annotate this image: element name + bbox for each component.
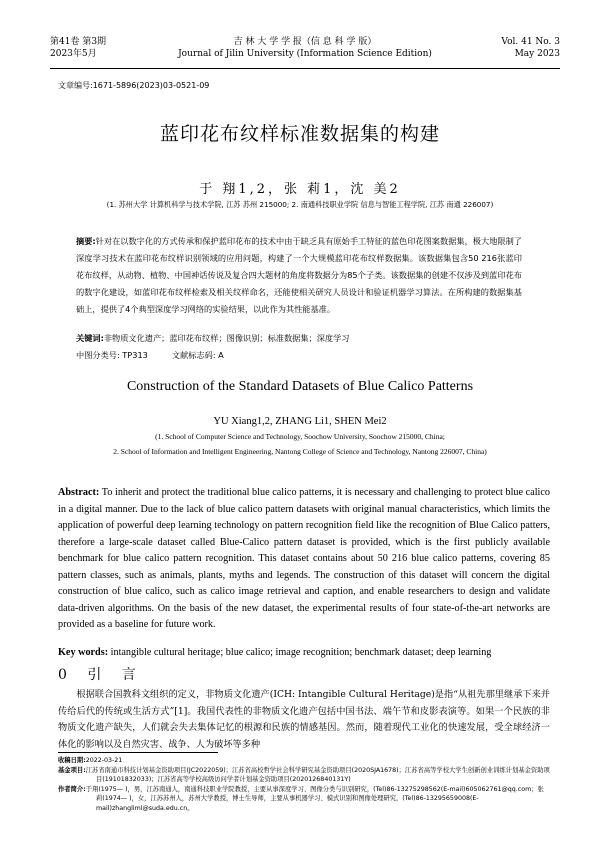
header-right bbox=[501, 36, 560, 60]
abstract-cn bbox=[76, 233, 522, 318]
header-rule bbox=[50, 68, 560, 69]
keywords-cn bbox=[76, 333, 349, 344]
abstract-cn-label: 摘要: bbox=[76, 236, 96, 246]
keywords-cn-text: 非物质文化遗产；蓝印花布纹样；图像识别；标准数据集；深度学习 bbox=[103, 333, 350, 343]
footnote-rule bbox=[58, 752, 218, 753]
classification-cn bbox=[76, 350, 224, 361]
authors-en: YU Xiang1,2, ZHANG Li1, SHEN Mei2 bbox=[213, 416, 387, 427]
footnotes bbox=[58, 756, 550, 814]
section-heading: 0 引 言 bbox=[58, 667, 144, 683]
volume-en: Vol. 41 No. 3 bbox=[501, 37, 560, 47]
keywords-en bbox=[58, 646, 550, 660]
title-cn: 蓝印花布纹样标准数据集的构建 bbox=[159, 123, 440, 145]
running-header bbox=[50, 36, 560, 66]
authors-cn: 于 翔1,2，张 莉1，沈 美2 bbox=[199, 182, 401, 197]
footnote-authors: 作者简介:于翔(1975— )，男，江苏南通人，南通科技职业学院教授，主要从事深度学习、图像分类与识别研究，(Tel)86-13275298562(E-mail)605062761@qq.com；张莉(1974— )，女，江苏苏州人，苏州大学教授，博士生导师，主要从事机器学习、模式识别和图像处理研究，(Tel)86-13295659008(E-mail)zhangliml@suda.edu.cn。 bbox=[58, 785, 544, 812]
clc-number: 中图分类号: TP313 bbox=[76, 350, 148, 360]
affiliation-cn: (1. 苏州大学 计算机科学与技术学院, 江苏 苏州 215000; 2. 南通科技职业学院 信息与智能工程学院, 江苏 南通 226007) bbox=[106, 200, 494, 209]
abstract-cn-text: 针对在以数字化的方式传承和保护蓝印花布的技术中由于缺乏具有原始手工特征的蓝色印花图案数据集，极大地限制了深度学习技术在蓝印花布纹样识别领域的应用问题，构建了一个大规模蓝印花布纹样数据集。该数据集包含50 216张蓝印花布纹样，从动物、植物、中国神话传说及复合四大题材的角度将数据分为85个子类。该数据集的创建不仅涉及到蓝印花布的数字化建设，如蓝印花布纹样检索及相关纹样命名，还能使相关研究人员设计和验证机器学习算法。在所构建的数据集基础上，提供了4个典型深度学习网络的实验结果，以此作为其性能基准。 bbox=[76, 236, 522, 314]
affiliation-en-2: 2. School of Information and Intelligent Engineering, Nantong College of Science and Technology, Nantong 226007, China) bbox=[113, 447, 487, 456]
article-number: 文章编号:1671-5896(2023)03-0521-09 bbox=[58, 81, 210, 90]
keywords-cn-label: 关键词: bbox=[76, 333, 104, 343]
abstract-en bbox=[58, 485, 550, 634]
header-center bbox=[50, 36, 560, 60]
date-cn: 2023年5月 bbox=[50, 49, 97, 59]
abstract-en-text: To inherit and protect the traditional blue calico patterns, it is necessary and challenging to protect blue calico in a digital manner. Due to the lack of blue calico pattern datasets with original manual characteristics, which limits the application of powerful deep learning technology on pattern recognition field like the recognition of Blue Calico patters, therefore a large-scale dataset called Blue-Calico pattern dataset is provided, which is the first publicly available benchmark for blue calico pattern recognition. This dataset contains about 50 216 blue calico patterns, covering 85 pattern classes, such as animals, plants, myths and legends. The construction of this dataset will concern the digital construction of blue calico, such as calico image retrieval and caption, and enable researchers to design and validate data-driven algorithms. On the basis of the new dataset, the experimental results of four state-of-the-art networks are provided as a baseline for future work. bbox=[58, 487, 550, 630]
keywords-en-text: intangible cultural heritage; blue calico; image recognition; benchmark dataset; deep learning bbox=[110, 647, 492, 658]
journal-name-en: Journal of Jilin University (Information Science Edition) bbox=[178, 49, 432, 59]
volume-cn: 第41卷 第3期 bbox=[50, 37, 107, 47]
title-en: Construction of the Standard Datasets of Blue Calico Patterns bbox=[126, 379, 474, 394]
keywords-en-label: Key words: bbox=[58, 647, 109, 658]
footnote-funding: 基金项目:江苏省南通市科技计划基金资助项目(JC2022059)；江苏省高校哲学社会科学研究基金资助项目(2020SJA1678)；江苏省高等学校大学生创新创业训练计划基金资助项目(19101832033)；江苏省高等学校高级访问学者计划基金资助项目(2020126840131Y) bbox=[58, 766, 550, 784]
body-text: 根据联合国教科文组织的定义，非物质文化遗产(ICH: Intangible Cultural Heritage)是指“从祖先那里继承下来并传给后代的传统或生活方式”[1]。我国代表性的非物质文化遗产包括中国书法、端午节和皮影表演等。如果一个民族的非物质文化遗产缺失，人们就会失去集体记忆的根源和民族的情感基因。然而，随着现代工业化的快速发展，受全球经济一体化的影响以及自然灾害、战争、人为破坏等多种 bbox=[58, 689, 550, 750]
document-code: 文献标志码: A bbox=[171, 350, 224, 360]
journal-name-cn: 吉 林 大 学 学 报（信 息 科 学 版） bbox=[233, 37, 377, 47]
date-en: May 2023 bbox=[514, 49, 560, 59]
abstract-en-label: Abstract: bbox=[58, 487, 100, 498]
affiliation-en-1: (1. School of Computer Science and Technology, Soochow University, Soochow 215000, China; bbox=[155, 432, 445, 441]
footnote-received: 收稿日期:2022-03-21 bbox=[58, 757, 123, 764]
